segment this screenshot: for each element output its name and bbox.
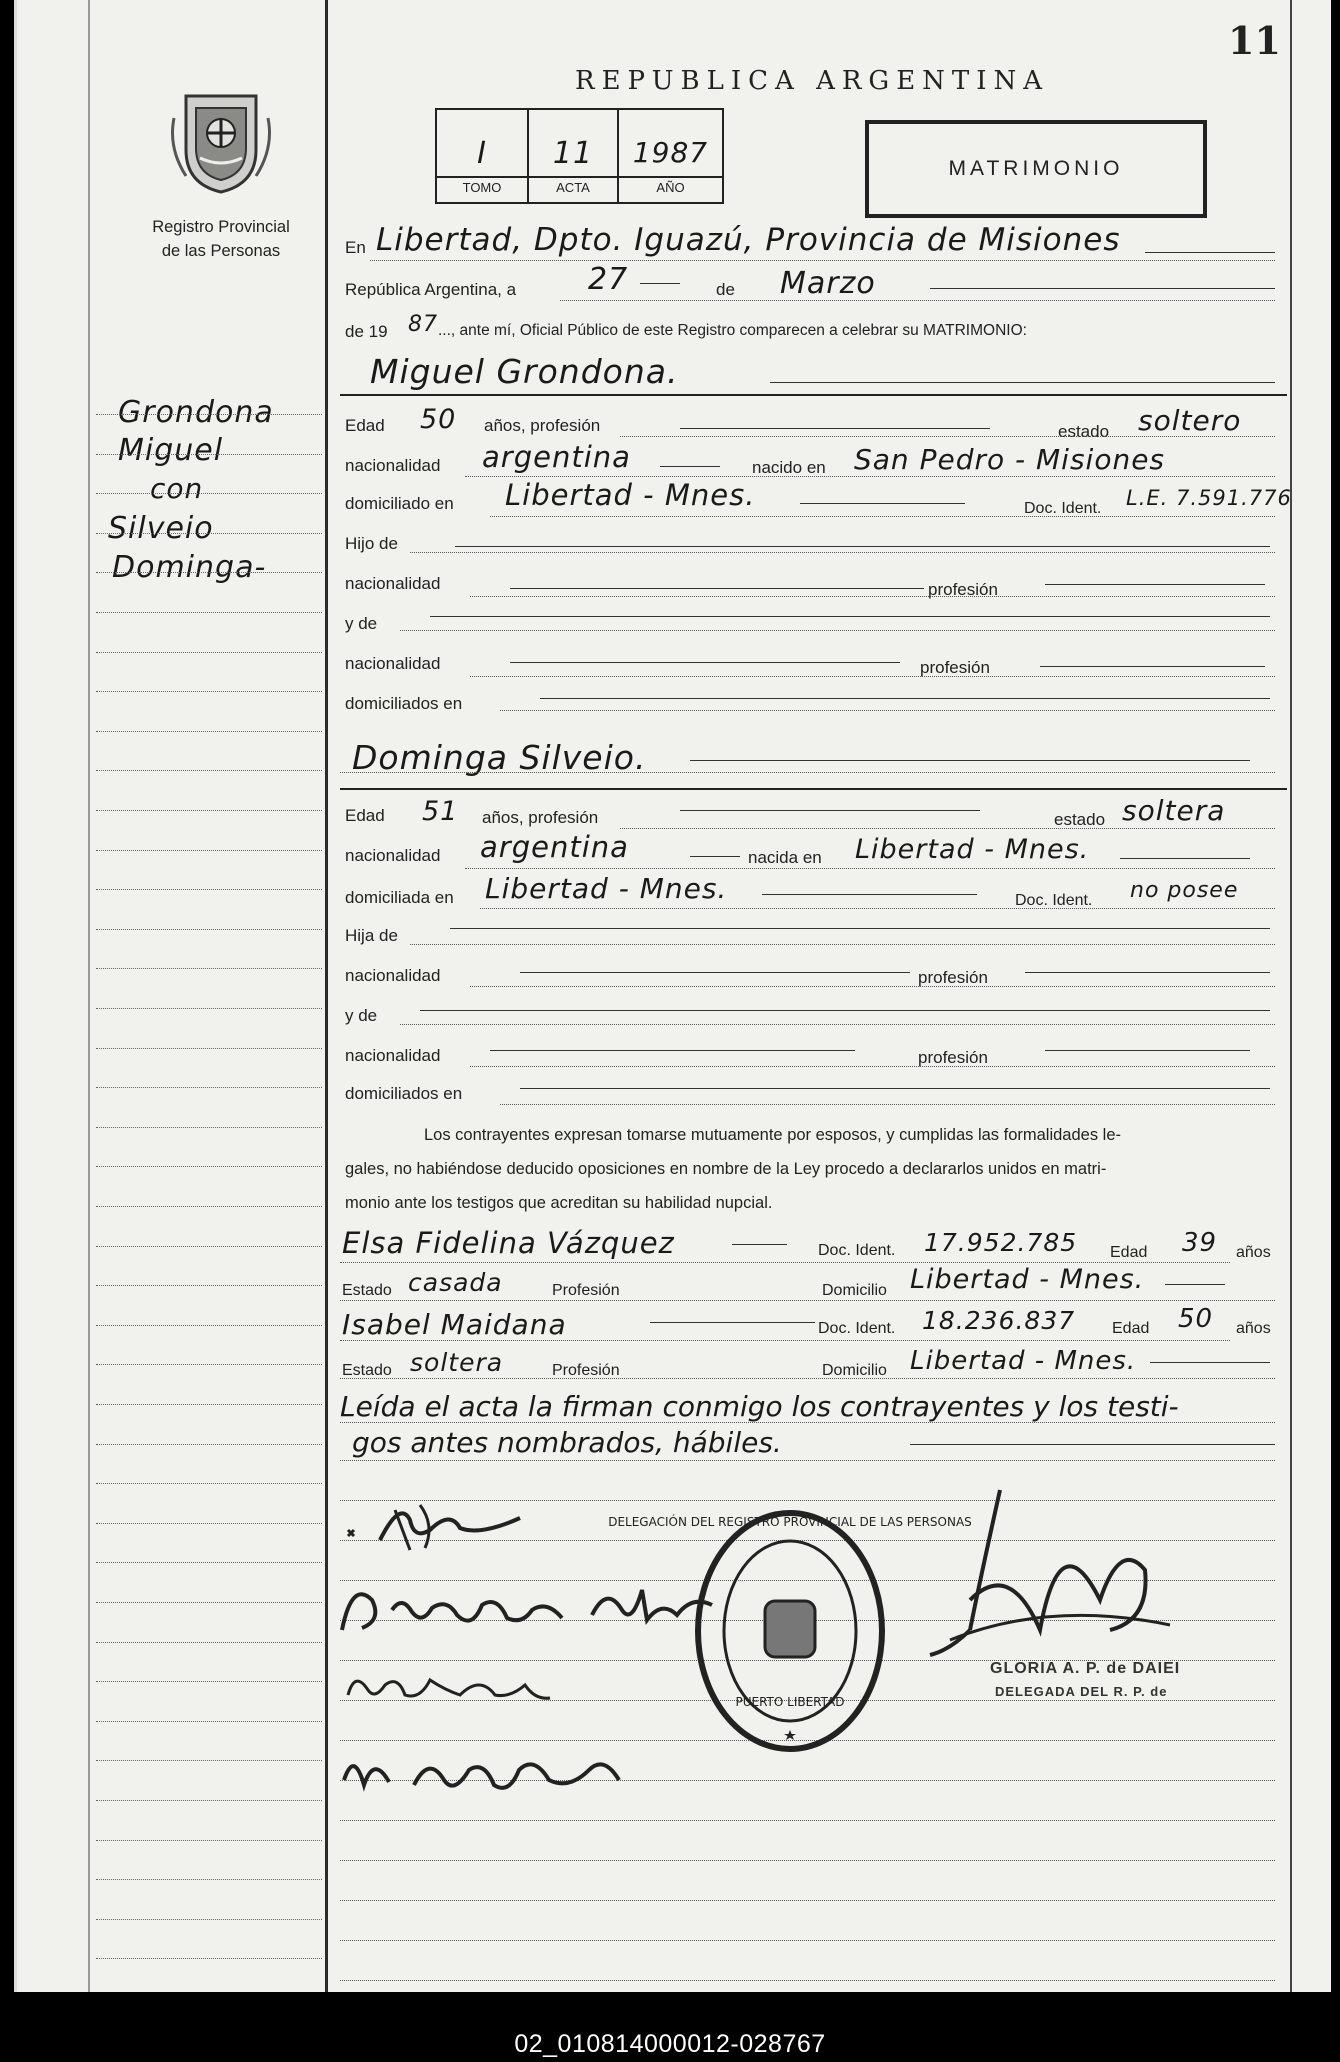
- margin-rule: [96, 1602, 322, 1603]
- country-title: REPUBLICA ARGENTINA: [575, 66, 1050, 96]
- acta-type-box: MATRIMONIO: [865, 120, 1207, 218]
- margin-rule: [96, 1008, 322, 1009]
- provincial-emblem-icon: [166, 88, 276, 196]
- margin-rule: [96, 810, 322, 811]
- right-border: [1290, 0, 1292, 1992]
- margin-rule: [96, 1364, 322, 1365]
- witness-2-estado: soltera: [410, 1348, 504, 1377]
- groom-domicilio-label: domiciliado en: [345, 494, 454, 513]
- signature-groom: [340, 1490, 540, 1560]
- intro-day: 27: [588, 262, 629, 297]
- groom-profesion-label: profesión: [928, 580, 998, 599]
- margin-rule: [96, 731, 322, 732]
- intro-republica-label: República Argentina, a: [345, 280, 517, 299]
- acta-reference-box: [435, 108, 724, 204]
- margin-rule: [96, 1681, 322, 1682]
- margin-rule: [96, 770, 322, 771]
- bride-edad: 51: [422, 796, 459, 827]
- intro-statement: ..., ante mí, Oficial Público de este Registro comparecen a celebrar su MATRIMONIO:: [438, 322, 1027, 339]
- bride-nacionalidad3-label: nacionalidad: [345, 1046, 441, 1065]
- bride-domiciliados-label: domiciliados en: [345, 1084, 463, 1103]
- registry-line-1: Registro Provincial: [152, 218, 290, 236]
- margin-note-1: Grondona: [118, 395, 274, 430]
- bride-yde-label: y de: [345, 1006, 378, 1025]
- witness-2-domicilio-label: Domicilio: [822, 1362, 887, 1379]
- witness-1-anos-label: años: [1236, 1244, 1271, 1261]
- margin-rule: [96, 1958, 322, 1959]
- registry-stamp-icon: [608, 1506, 972, 1756]
- witness-1-name: Elsa Fidelina Vázquez: [342, 1226, 675, 1260]
- margin-rule: [96, 1246, 322, 1247]
- signature-rule: [340, 1900, 1275, 1901]
- stamp-text: DELEGACIÓN DEL REGISTRO PROVINCIAL DE LAS PERSONAS: [608, 1515, 972, 1529]
- official-name: GLORIA A. P. de DAIEI: [990, 1660, 1181, 1677]
- margin-rule: [96, 572, 322, 573]
- margin-rule: [96, 612, 322, 613]
- witness-2-profesion-label: Profesión: [552, 1362, 620, 1379]
- signature-rule: [340, 1940, 1275, 1941]
- witness-2-edad-label: Edad: [1112, 1320, 1150, 1337]
- margin-rule: [96, 1404, 322, 1405]
- intro-month: Marzo: [780, 266, 876, 301]
- margin-rule: [96, 1048, 322, 1049]
- groom-domicilio: Libertad - Mnes.: [505, 478, 756, 512]
- margin-rule: [96, 533, 322, 534]
- groom-doc-label: Doc. Ident.: [1024, 500, 1102, 517]
- registry-line-2: de las Personas: [161, 242, 281, 260]
- groom-nacido: San Pedro - Misiones: [854, 443, 1166, 476]
- groom-estado: soltero: [1138, 404, 1242, 437]
- margin-rule: [96, 1840, 322, 1841]
- groom-nacido-label: nacido en: [752, 458, 826, 477]
- witness-2-edad: 50: [1178, 1304, 1214, 1334]
- declaration-line-2: gales, no habiéndose deducido oposiciones en nombre de la Ley procedo a declararlos unidos en matri-: [345, 1160, 1107, 1178]
- groom-profesion2-label: profesión: [920, 658, 990, 677]
- image-identifier: 02_010814000012-028767: [514, 2030, 826, 2058]
- closing-line-2: gos antes nombrados, hábiles.: [352, 1426, 782, 1459]
- groom-domiciliados-label: domiciliados en: [345, 694, 463, 713]
- groom-edad-label: Edad: [345, 416, 385, 435]
- witness-2-doc-label: Doc. Ident.: [818, 1320, 896, 1337]
- bride-nacionalidad-label: nacionalidad: [345, 846, 441, 865]
- groom-nacionalidad2-label: nacionalidad: [345, 574, 441, 593]
- bride-domicilio-label: domiciliada en: [345, 888, 454, 907]
- groom-estado-label: estado: [1058, 422, 1110, 441]
- groom-yde-label: y de: [345, 614, 378, 633]
- bride-profesion2-label: profesión: [918, 1048, 988, 1067]
- margin-rule: [96, 1879, 322, 1880]
- margin-rule: [96, 1285, 322, 1286]
- margin-rule: [96, 1523, 322, 1524]
- bride-estado: soltera: [1122, 794, 1226, 827]
- witness-2-estado-label: Estado: [342, 1362, 392, 1379]
- margin-rule: [96, 652, 322, 653]
- margin-rule: [96, 1127, 322, 1128]
- bride-edad-label: Edad: [345, 806, 385, 825]
- groom-nacionalidad-label: nacionalidad: [345, 456, 441, 475]
- witness-2-anos-label: años: [1236, 1320, 1271, 1337]
- groom-name: Miguel Grondona.: [370, 352, 679, 391]
- witness-1-profesion-label: Profesión: [552, 1282, 620, 1299]
- margin-rule: [96, 968, 322, 969]
- witness-1-doc-label: Doc. Ident.: [818, 1242, 896, 1259]
- signature-official: [930, 1480, 1180, 1680]
- margin-note-4: Silveio: [108, 511, 214, 546]
- bride-profesion-label: profesión: [918, 968, 988, 987]
- witness-2-doc: 18.236.837: [922, 1306, 1076, 1335]
- margin-rule: [96, 1483, 322, 1484]
- margin-note-2: Miguel: [118, 433, 224, 468]
- bride-nacida: Libertad - Mnes.: [855, 834, 1090, 865]
- margin-rule: [96, 1721, 322, 1722]
- margin-note-3: con: [150, 472, 204, 505]
- margin-rule: [96, 1166, 322, 1167]
- margin-rule: [96, 1919, 322, 1920]
- bride-nacionalidad2-label: nacionalidad: [345, 966, 441, 985]
- margin-rule: [96, 1444, 322, 1445]
- intro-year-suffix: 87: [408, 312, 438, 337]
- witness-2-name: Isabel Maidana: [342, 1308, 567, 1341]
- intro-year-prefix: de 19: [345, 322, 388, 341]
- bride-name: Dominga Silveio.: [352, 738, 647, 777]
- margin-rule: [96, 850, 322, 851]
- signature-witness-2: [334, 1740, 644, 1810]
- margin-rule: [96, 1642, 322, 1643]
- margin-rule: [96, 1800, 322, 1801]
- margin-rule: [96, 889, 322, 890]
- bride-estado-label: estado: [1054, 810, 1106, 829]
- margin-note-5: Dominga-: [112, 550, 267, 585]
- signature-rule: [340, 1860, 1275, 1861]
- witness-1-domicilio-label: Domicilio: [822, 1282, 887, 1299]
- bride-anos-profesion-label: años, profesión: [482, 808, 599, 827]
- anio-value: 1987: [632, 136, 709, 169]
- declaration-line-1: Los contrayentes expresan tomarse mutuamente por esposos, y cumplidas las formalidades le-: [424, 1126, 1122, 1144]
- margin-edge: [88, 0, 90, 1992]
- acta-value: 11: [552, 136, 594, 171]
- intro-en-label: En: [345, 238, 366, 257]
- margin-rule: [96, 929, 322, 930]
- bride-domicilio: Libertad - Mnes.: [485, 872, 728, 905]
- bride-nacionalidad: argentina: [480, 830, 629, 864]
- signature-witness-1: [340, 1660, 560, 1710]
- margin-rule: [96, 1206, 322, 1207]
- anio-label: AÑO: [656, 180, 685, 195]
- margin-rule: [96, 454, 322, 455]
- margin-rule: [96, 1087, 322, 1088]
- bride-hija-label: Hija de: [345, 926, 398, 945]
- groom-anos-profesion-label: años, profesión: [484, 416, 601, 435]
- signature-rule: [340, 1980, 1275, 1981]
- closing-line-1: Leída el acta la firman conmigo los contrayentes y los testi-: [340, 1390, 1179, 1423]
- margin-rule: [96, 493, 322, 494]
- witness-1-estado-label: Estado: [342, 1282, 392, 1299]
- margin-divider: [325, 0, 328, 1992]
- groom-edad: 50: [420, 404, 457, 435]
- folio-number: 11: [1228, 18, 1281, 63]
- witness-1-edad-label: Edad: [1110, 1244, 1148, 1261]
- witness-1-domicilio: Libertad - Mnes.: [910, 1264, 1145, 1295]
- margin-rule: [96, 1760, 322, 1761]
- bride-nacida-label: nacida en: [748, 848, 822, 867]
- witness-2-domicilio: Libertad - Mnes.: [910, 1346, 1137, 1376]
- intro-de-label: de: [716, 280, 735, 299]
- declaration-line-3: monio ante los testigos que acreditan su habilidad nupcial.: [345, 1194, 773, 1212]
- tomo-value: I: [477, 136, 487, 171]
- margin-rule: [96, 691, 322, 692]
- bride-doc-label: Doc. Ident.: [1015, 892, 1093, 909]
- margin-rule: [96, 1562, 322, 1563]
- intro-place: Libertad, Dpto. Iguazú, Provincia de Misiones: [376, 222, 1121, 258]
- groom-nacionalidad3-label: nacionalidad: [345, 654, 441, 673]
- witness-1-edad: 39: [1182, 1228, 1218, 1258]
- tomo-label: TOMO: [462, 180, 502, 195]
- signature-rule: [340, 1820, 1275, 1821]
- stamp-inner-text: PUERTO LIBERTAD: [735, 1695, 845, 1709]
- acta-label: ACTA: [556, 180, 590, 195]
- groom-nacionalidad: argentina: [482, 440, 631, 474]
- groom-hijo-label: Hijo de: [345, 534, 398, 553]
- witness-1-estado: casada: [408, 1268, 503, 1297]
- margin-rule: [96, 414, 322, 415]
- witness-1-doc: 17.952.785: [924, 1228, 1078, 1257]
- groom-doc: L.E. 7.591.776: [1126, 486, 1292, 510]
- bride-doc: no posee: [1130, 878, 1239, 903]
- margin-rule: [96, 1325, 322, 1326]
- official-title: DELEGADA DEL R. P. de: [995, 1684, 1168, 1699]
